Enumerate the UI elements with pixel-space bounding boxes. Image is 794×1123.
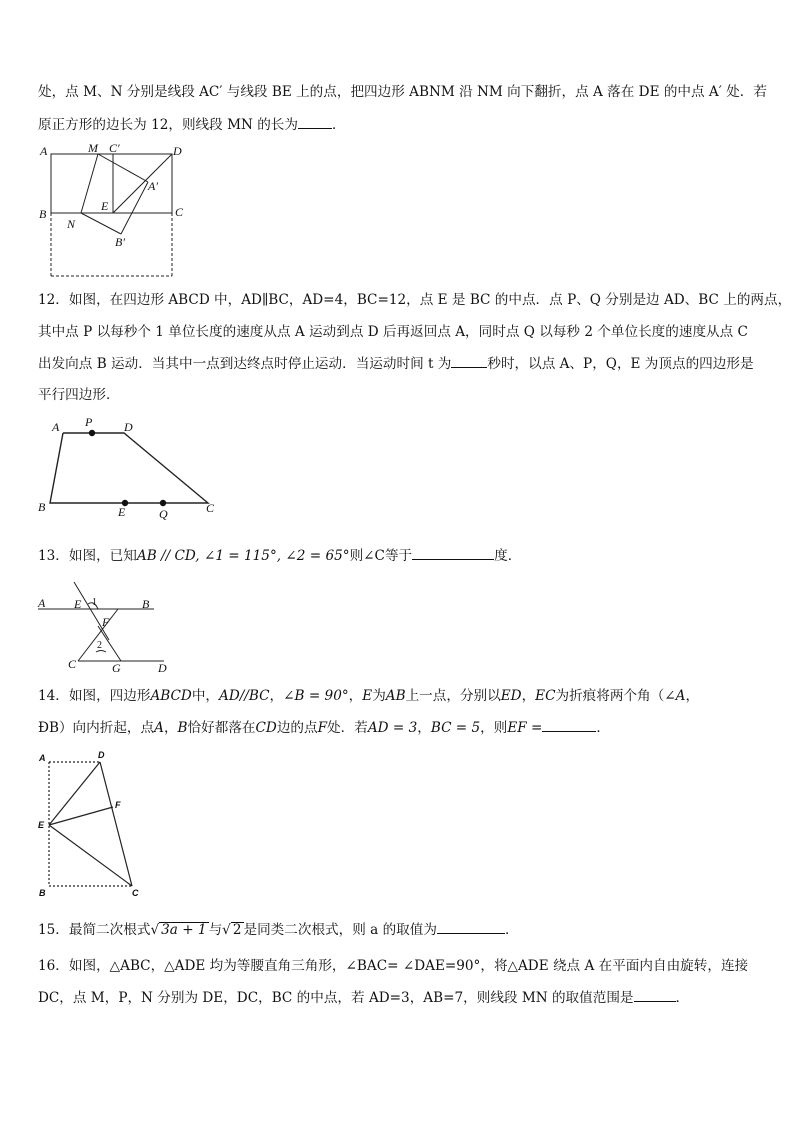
label-C: C [175,205,184,219]
point-P [89,430,95,436]
q13-end: 度． [494,548,522,564]
q14-math: ABCD [150,688,192,704]
q13-text-2: 则∠C等于 [349,548,413,564]
q16-text: DC，点 M，P，N 分别为 DE，DC，BC 的中点，若 AD=3，AB=7，则线段 MN 的取值范围是 [38,990,634,1006]
label-E: E [74,597,82,611]
answer-blank[interactable] [542,717,596,732]
q14-text: 14．如图，四边形 [38,688,151,704]
label-A: A [38,596,46,610]
q11-line1: 处，点 M、N 分别是线段 AC′ 与线段 BE 上的点，把四边形 ABNM 沿 NM 向下翻折，点 A 落在 DE 的中点 A′ 处．若 [38,84,767,100]
q14-math: AD = 3 [367,720,418,736]
label-B-prime: B′ [115,235,125,249]
q14-text: ， [348,688,363,704]
label-C: C [68,657,77,671]
q14-text: 上一点，分别以 [405,688,501,704]
q14-text: 为 [372,688,386,704]
q14-text: ， [521,688,536,704]
q14-math: EC [535,688,556,704]
label-F: F [115,800,121,810]
q15-text-3: 是同类二次根式，则 a 的取值为 [243,922,437,938]
label-N: N [67,217,76,231]
label-A-prime: A′ [148,179,158,193]
q15-line [38,919,519,940]
sqrt-icon: √ [150,922,160,938]
label-G: G [112,661,121,675]
q15-text-2: 与 [208,922,223,938]
q14-math: F [317,720,328,736]
q14-text: ， [269,688,284,704]
point-Q [160,500,166,506]
label-A: A [52,420,60,434]
label-A: A [39,753,46,763]
label-angle-1: 1 [92,597,97,608]
q16-line2 [38,987,689,1008]
label-D: D [158,661,167,675]
q14-math: AB [385,688,406,704]
radicand-1: 3a + 1 [161,922,207,938]
q14-line2 [38,717,610,738]
q13-figure [36,580,166,675]
q12-line1: 12．如图，在四边形 ABCD 中，AD∥BC，AD=4，BC=12，点 E 是 BC 的中点．点 P、Q 分别是边 AD、BC 上的两点， [38,292,792,308]
q13-text: 13．如图，已知 [38,548,137,564]
q14-math: E [362,688,373,704]
label-C-prime: C′ [109,141,120,155]
answer-blank[interactable] [412,545,494,560]
q14-figure [36,750,151,900]
q14-line1 [38,686,699,706]
q14-text: ，则 [480,720,508,736]
q11-end: ． [331,117,346,133]
q11-figure [36,140,196,280]
q14-text: ， [417,720,431,736]
q14-text: 中， [191,688,220,704]
q16-line1: 16．如图，△ABC，△ADE 均为等腰直角三角形，∠BAC= ∠DAE=90°，将△ADE 绕点 A 在平面内自由旋转，连接 [38,958,749,974]
q14-text: 为折痕将两个角（ [555,688,665,704]
q14-text: ÐB）向内折起，点 [38,720,155,736]
answer-blank[interactable] [634,987,676,1002]
q14-math: ∠A [664,688,686,704]
q14-text: 边的点 [276,720,318,736]
label-P: P [85,415,93,429]
label-angle-2: 2 [97,640,102,651]
q14-math: CD [255,720,277,736]
label-E: E [38,820,45,830]
q14-math: A [154,720,164,736]
label-E: E [118,505,126,519]
q12-text-2: 秒时，以点 A、P，Q，E 为顶点的四边形是 [487,356,754,372]
q14-math: ∠B = 90° [283,688,349,704]
q11-text: 原正方形的边长为 12，则线段 MN 的长为 [38,117,298,133]
label-D: D [124,420,133,434]
label-E: E [101,199,109,213]
label-B: B [39,207,47,221]
q13-line [38,545,521,566]
answer-blank[interactable] [437,919,505,934]
label-B: B [142,597,150,611]
q14-math: AD//BC [219,688,270,704]
q14-math: EF = [507,720,543,736]
answer-blank[interactable] [298,114,332,129]
q14-text: ． [596,720,611,736]
q12-line2: 其中点 P 以每秒个 1 单位长度的速度从点 A 运动到点 D 后再返回点 A，同时点 Q 以每秒 2 个单位长度的速度从点 C [38,324,748,340]
q14-math: ED [500,688,522,704]
label-D: D [173,144,182,158]
label-D: D [98,750,105,760]
q14-math: B [177,720,188,736]
q14-text: 恰好都落在 [187,720,256,736]
q16-end: ． [675,990,690,1006]
label-B: B [39,888,46,898]
label-C: C [206,501,215,515]
q14-text: ， [163,720,178,736]
label-M: M [88,141,98,155]
q12-figure [36,415,221,524]
q12-line4: 平行四边形． [38,387,120,403]
q14-math: BC = 5 [430,720,481,736]
answer-blank[interactable] [451,353,487,368]
label-A: A [40,144,48,158]
label-B: B [38,500,46,514]
radicand-2: 2 [232,922,242,938]
label-F: F [102,615,110,629]
q12-text: 出发向点 B 运动．当其中一点到达终点时停止运动．当运动时间 t 为 [38,356,452,372]
q12-line3 [38,353,754,374]
q15-end: ． [504,922,519,938]
q13-condition: AB // CD, ∠1 = 115°, ∠2 = 65° [136,548,350,564]
q11-line2 [38,114,346,135]
label-C: C [132,888,139,898]
q15-text: 15．最简二次根式 [38,922,151,938]
sqrt-icon: √ [222,922,231,938]
q14-text: ， [685,688,700,704]
label-Q: Q [159,507,168,521]
q14-text: 处．若 [327,720,368,736]
